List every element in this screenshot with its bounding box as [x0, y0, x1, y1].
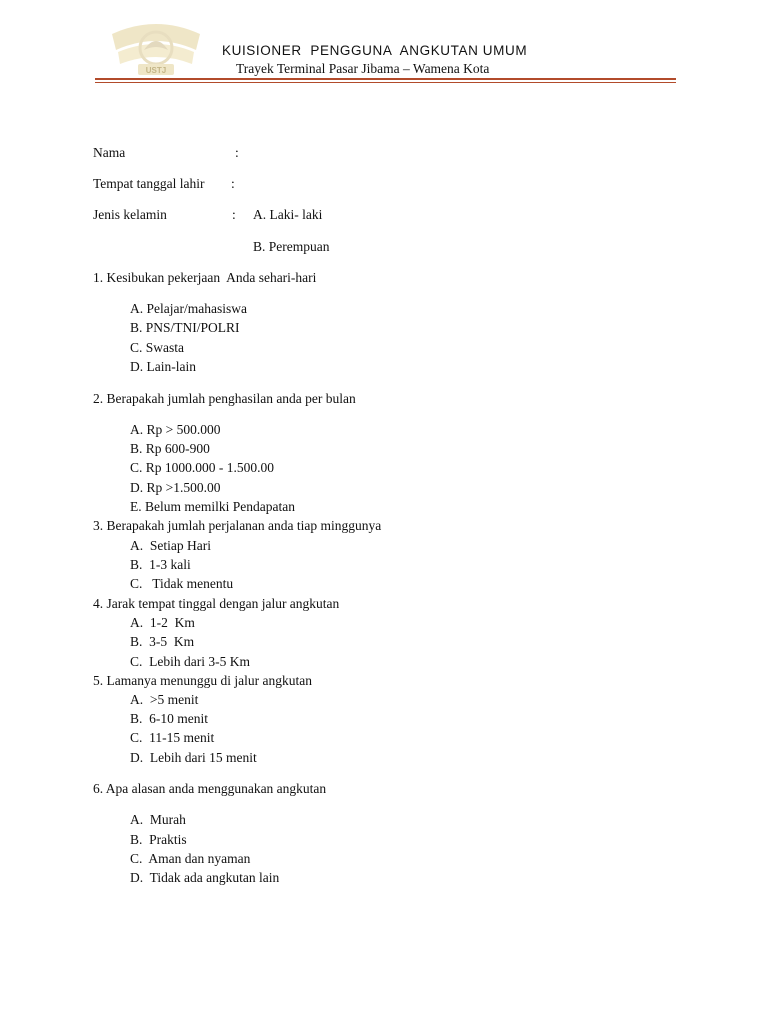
- q3-option: B. 1-3 kali: [130, 557, 191, 572]
- q4-option: C. Lebih dari 3-5 Km: [130, 654, 250, 669]
- header-rule-thin: [95, 82, 676, 83]
- header-rule: [95, 78, 676, 80]
- q2-option: D. Rp >1.500.00: [130, 480, 221, 495]
- document-subtitle: Trayek Terminal Pasar Jibama – Wamena Kota: [236, 61, 490, 76]
- field-colon-ttl: :: [231, 176, 235, 191]
- question-5: 5. Lamanya menunggu di jalur angkutan: [93, 673, 312, 688]
- question-6: 6. Apa alasan anda menggunakan angkutan: [93, 781, 327, 796]
- question-2: 2. Berapakah jumlah penghasilan anda per bulan: [93, 391, 356, 406]
- q6-option: B. Praktis: [130, 832, 187, 847]
- q2-option: E. Belum memilki Pendapatan: [130, 499, 295, 514]
- question-3: 3. Berapakah jumlah perjalanan anda tiap minggunya: [93, 518, 382, 533]
- q2-option: C. Rp 1000.000 - 1.500.00: [130, 460, 275, 475]
- question-4: 4. Jarak tempat tinggal dengan jalur angkutan: [93, 596, 340, 611]
- field-label-jk: Jenis kelamin: [93, 207, 167, 222]
- gender-option: B. Perempuan: [253, 239, 330, 254]
- q6-option: A. Murah: [130, 812, 186, 827]
- q1-option: D. Lain-lain: [130, 359, 196, 374]
- q2-option: B. Rp 600-900: [130, 441, 210, 456]
- logo-text: USTJ: [145, 66, 167, 75]
- university-logo: [104, 10, 208, 78]
- q5-option: A. >5 menit: [130, 692, 199, 707]
- q5-option: D. Lebih dari 15 menit: [130, 750, 257, 765]
- q6-option: C. Aman dan nyaman: [130, 851, 251, 866]
- field-colon-jk: :: [232, 207, 236, 222]
- field-label-nama: Nama: [93, 145, 126, 160]
- gender-option: A. Laki- laki: [253, 207, 323, 222]
- q4-option: B. 3-5 Km: [130, 634, 195, 649]
- q1-option: B. PNS/TNI/POLRI: [130, 320, 240, 335]
- q3-option: A. Setiap Hari: [130, 538, 211, 553]
- field-label-ttl: Tempat tanggal lahir: [93, 176, 205, 191]
- q1-option: A. Pelajar/mahasiswa: [130, 301, 247, 316]
- q2-option: A. Rp > 500.000: [130, 422, 221, 437]
- q5-option: C. 11-15 menit: [130, 730, 215, 745]
- q4-option: A. 1-2 Km: [130, 615, 195, 630]
- q5-option: B. 6-10 menit: [130, 711, 208, 726]
- document-title: KUISIONER PENGGUNA ANGKUTAN UMUM: [222, 43, 528, 58]
- q6-option: D. Tidak ada angkutan lain: [130, 870, 280, 885]
- question-1: 1. Kesibukan pekerjaan Anda sehari-hari: [93, 270, 317, 285]
- q3-option: C. Tidak menentu: [130, 576, 234, 591]
- q1-option: C. Swasta: [130, 340, 184, 355]
- field-colon-nama: :: [235, 145, 239, 160]
